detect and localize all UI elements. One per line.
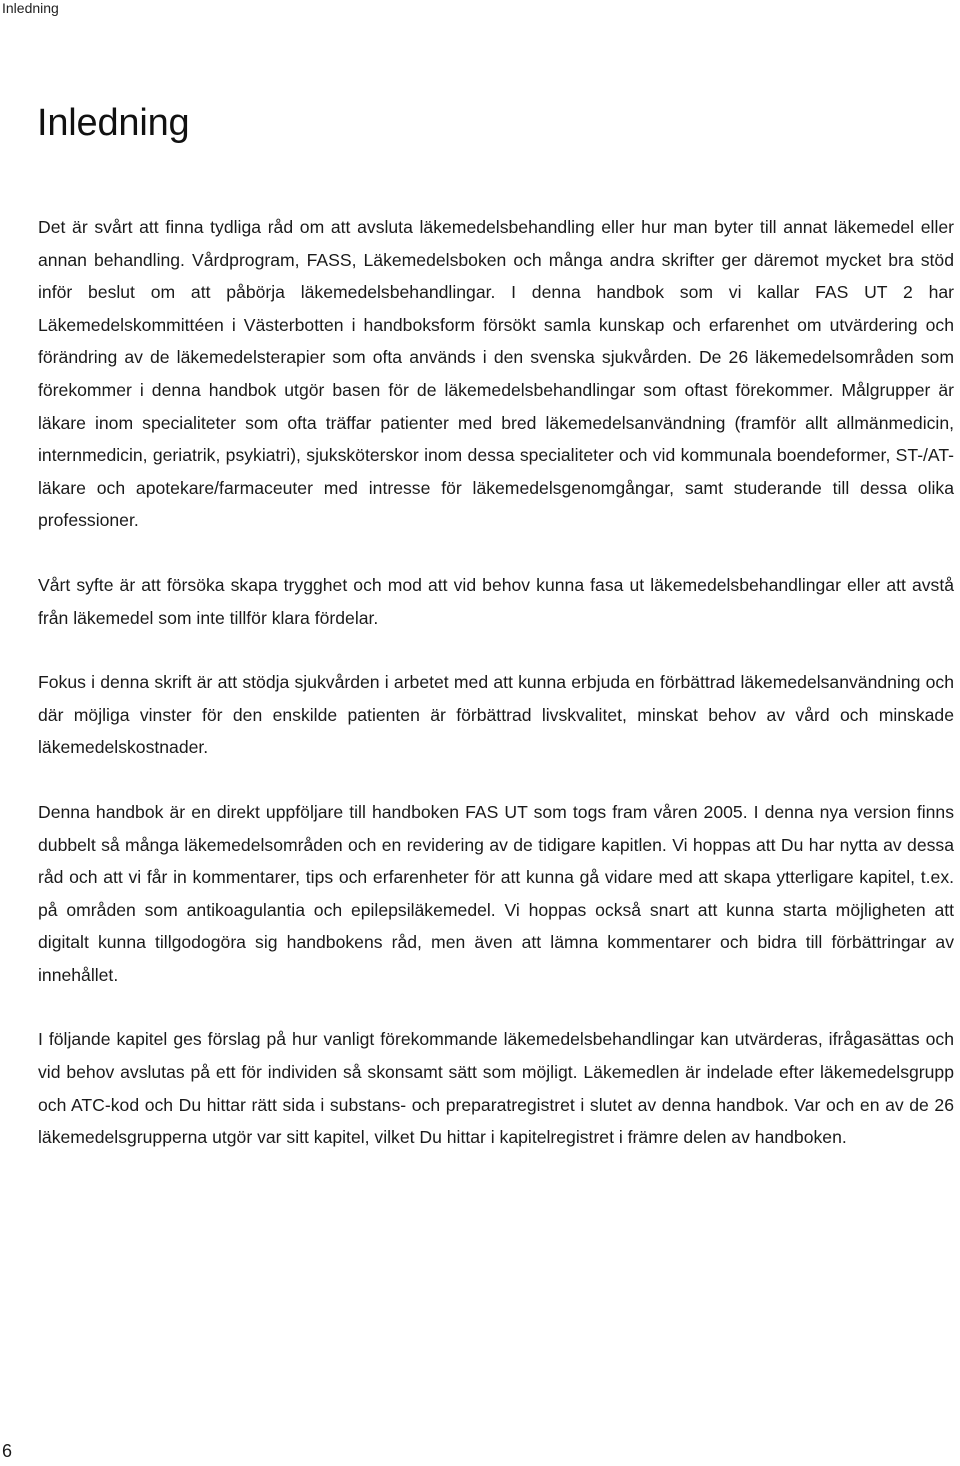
- page-title: Inledning: [37, 102, 190, 144]
- body-text: [38, 211, 954, 1186]
- running-header: Inledning: [2, 0, 59, 16]
- paragraph-intro: Det är svårt att finna tydliga råd om att avsluta läkemedelsbehandling eller hur man byter till annat läkemedel eller annan behandling. Vårdprogram, FASS, Läkemedelsboken och många andra skrifter ger däremot mycket bra stöd inför beslut om att påbörja läkemedelsbehandlingar. I denna handbok som vi kallar FAS UT 2 har Läkemedelskommittéen i Västerbotten i handboksform försökt samla kunskap och erfarenhet om utvärdering och förändring av de läkemedelsterapier som ofta används i den svenska sjukvården. De 26 läkemedelsområden som förekommer i denna handbok utgör basen för de läkemedelsbehandlingar som oftast förekommer. Målgrupper är läkare inom specialiteter som ofta träffar patienter med bred läkemedelsanvändning (framför allt allmänmedicin, internmedicin, geriatrik, psykiatri), sjuksköterskor inom dessa specialiteter och vid kommunala boendeformer, ST-/AT-läkare och apotekare/farmaceuter med intresse för läkemedelsgenomgångar, samt studerande till dessa olika professioner.: [38, 217, 954, 531]
- paragraph-focus: Fokus i denna skrift är att stödja sjukvården i arbetet med att kunna erbjuda en förbättrad läkemedelsanvändning och där möjliga vinster för den enskilde patienten är förbättrad livskvalitet, minskat behov av vård och minskade läkemedelskostnader.: [38, 672, 954, 758]
- paragraph-follow-up: Denna handbok är en direkt uppföljare till handboken FAS UT som togs fram våren 2005. I denna nya version finns dubbelt så många läkemedelsområden och en revidering av de tidigare kapitlen. Vi hoppas att Du har nytta av dessa råd och att vi får in kommentarer, tips och erfarenheter för att kunna gå vidare med att skapa ytterligare kapitel, t.ex. på områden som antikoagulantia och epilepsiläkemedel. Vi hoppas också snart att kunna starta möjligheten att digitalt kunna tillgodogöra sig handbokens råd, men även att lämna kommentarer och bidra till förbättringar av innehållet.: [38, 801, 954, 985]
- paragraph-purpose: Vårt syfte är att försöka skapa trygghet och mod att vid behov kunna fasa ut läkemedelsbehandlingar eller att avstå från läkemedel som inte tillför klara fördelar.: [38, 574, 954, 628]
- page-number: 6: [2, 1441, 13, 1461]
- paragraph-chapters: I följande kapitel ges förslag på hur vanligt förekommande läkemedelsbehandlingar kan utvärderas, ifrågasättas och vid behov avslutas på ett för individen så skonsamt sätt som möjligt. Läkemedlen är indelade efter läkemedelsgrupp och ATC-kod och Du hittar rätt sida i substans- och preparatregistret i slutet av denna handbok. Var och en av de 26 läkemedelsgrupperna utgör var sitt kapitel, vilket Du hittar i kapitelregistret i främre delen av handboken.: [38, 1029, 954, 1148]
